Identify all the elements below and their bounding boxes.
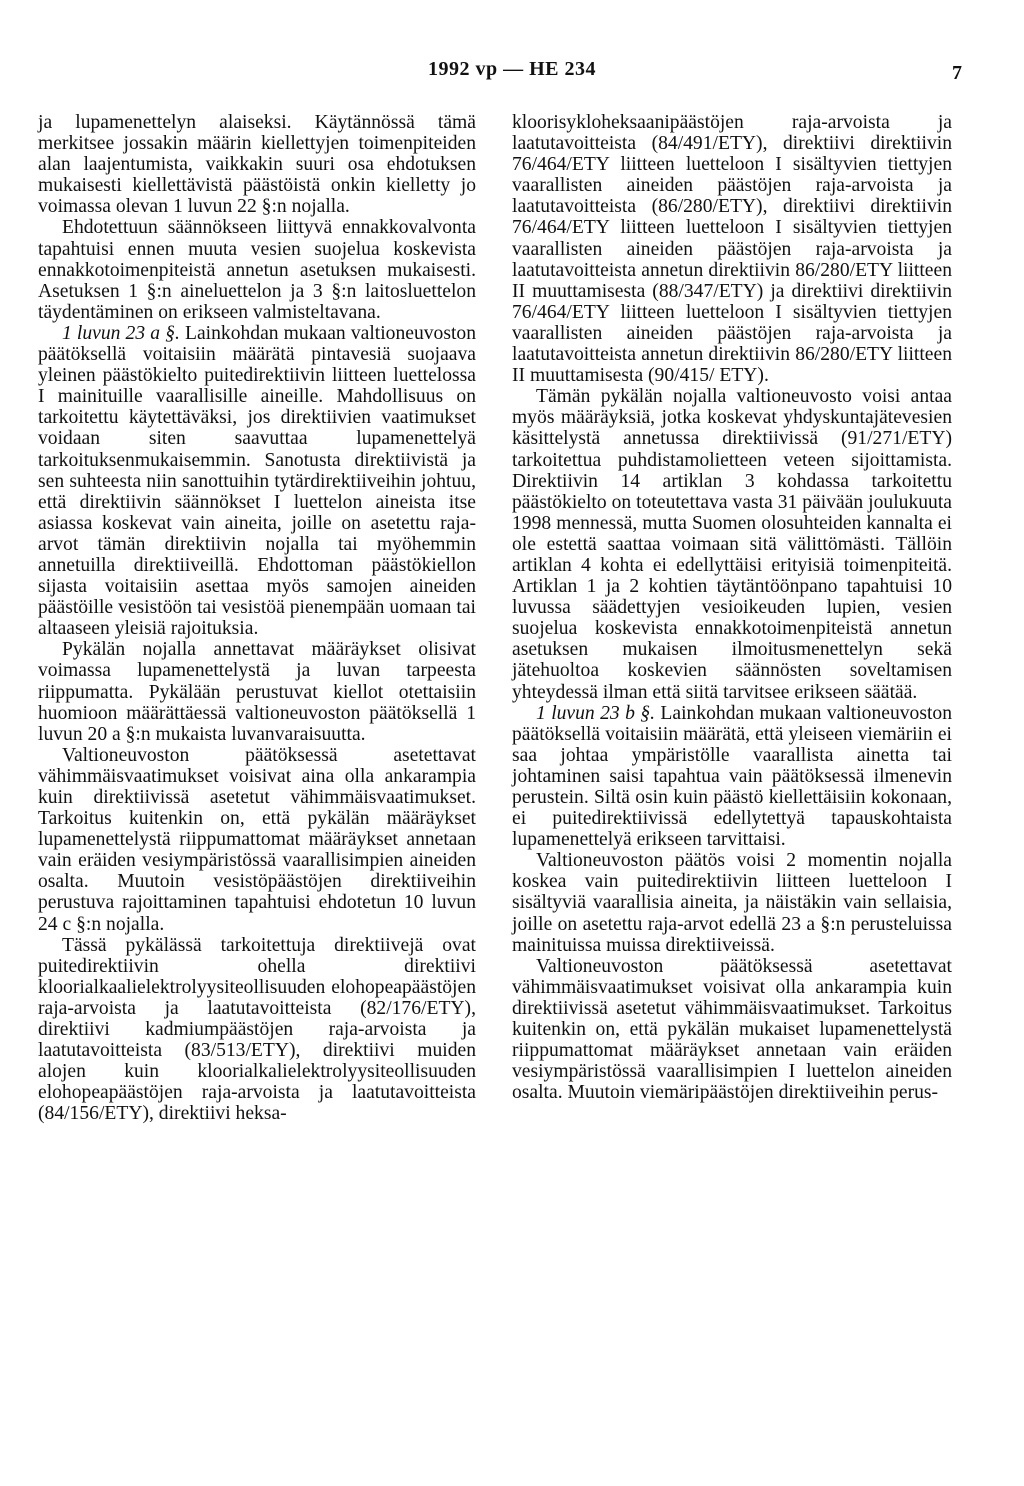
paragraph: Valtioneuvoston päätöksessä asetettavat vähimmäisvaatimukset voisivat aina olla ankarampia kuin direktiivissä asetetut vähimmäisvaatimukset. Tarkoitus kuitenkin on, että pykälän määräykset lupamenettelystä riippumattomat määräykset annetaan vain eräiden vesiympäristössä vaarallisimpien aineiden osalta. Muutoin vesistöpäästöjen direktiiveihin perustuva rajoittaminen tapahtuisi ehdotetun 10 luvun 24 c §:n nojalla.	[38, 744, 476, 935]
running-title: 1992 vp — HE 234	[427, 58, 597, 80]
paragraph: kloorisykloheksaanipäästöjen raja-arvoista ja laatutavoitteista (84/491/ETY), direktiivi direktiivin 76/464/ETY liitteen luetteloon I sisältyvien tiettyjen vaarallisten aineiden päästöjen raja-arvoista ja laatutavoitteista (86/280/ETY), direktiivi direktiivin 76/464/ETY liitteen luetteloon I sisältyvien tiettyjen vaarallisten aineiden päästöjen raja-arvoista ja laatutavoitteista annetun direktiivin 86/280/ETY liitteen II muuttamisesta (88/347/ETY) ja direktiivi direktiivin 76/464/ETY liitteen luetteloon I sisältyvien tiettyjen vaarallisten aineiden päästöjen raja-arvoista ja laatutavoitteista annetun direktiivin 86/280/ETY liitteen II muuttamisesta (90/415/ ETY).	[512, 112, 952, 387]
left-column	[38, 112, 476, 1125]
paragraph: Pykälän nojalla annettavat määräykset olisivat voimassa lupamenettelystä ja luvan tarpeesta riippumatta. Pykälään perustuvat kiellot otettaisiin huomioon määrättäessä valtioneuvoston päätöksellä 1 luvun 20 a §:n mukaista luvanvaraisuutta.	[38, 639, 476, 745]
paragraph: Ehdotettuun säännökseen liittyvä ennakkovalvonta tapahtuisi ennen muuta vesien suojelua koskevista ennakkotoimenpiteistä annetun asetuksen mukaisesti. Asetuksen 1 §:n aineluettelon ja 3 §:n laitosluettelon täydentäminen on erikseen valmisteltavana.	[38, 217, 476, 323]
paragraph: Tämän pykälän nojalla valtioneuvosto voisi antaa myös määräyksiä, jotka koskevat yhdyskuntajätevesien käsittelystä annetussa direktiivissä (91/271/ETY) tarkoitettua puhdistamolietteen veteen sijoittamista. Direktiivin 14 artiklan 3 kohdassa tarkoitettu päästökielto on toteutettava vasta 31 päivään joulukuuta 1998 mennessä, mutta Suomen olosuhteiden kannalta ei ole estettä saattaa voimaan sitä välittömästi. Tällöin artiklan 4 kohta ei edellyttäisi erityisiä toimenpiteitä. Artiklan 1 ja 2 kohtien täytäntöönpano tapahtuisi 10 luvussa säädettyjen vesioikeuden lupien, vesien suojelua koskevista ennakkotoimenpiteistä annetun asetuksen mukaisen ilmoitusmenettelyn sekä jätehuoltoa koskevien säännösten soveltamisen yhteydessä ilman että siitä tarvitsee erikseen säätää.	[512, 386, 952, 703]
paragraph: Valtioneuvoston päätöksessä asetettavat vähimmäisvaatimukset voisivat olla ankarampia kuin direktiivissä asetetut vähimmäisvaatimukset. Tarkoitus kuitenkin on, että pykälän mukaiset lupamenettelystä riippumattomat määräykset annetaan vain eräiden vesiympäristössä vaarallisimpien I luettelon aineiden osalta. Muutoin viemäripäästöjen direktiiveihin perus-	[512, 955, 952, 1104]
paragraph: Tässä pykälässä tarkoitettuja direktiivejä ovat puitedirektiivin ohella direktiivi kloorialkaalielektrolyysiteollisuuden elohopeapäästöjen raja-arvoista ja laatutavoitteista (82/176/ETY), direktiivi kadmiumpäästöjen raja-arvoista ja laatutavoitteista (83/513/ETY), direktiivi muiden alojen kuin kloorialkalielektrolyysiteollisuuden elohopeapäästöjen raja-arvoista ja laatutavoitteista (84/156/ETY), direktiivi heksa-	[38, 934, 476, 1125]
paragraph	[512, 703, 952, 851]
section-reference: 1 luvun 23 a §.	[62, 322, 180, 344]
section-reference: 1 luvun 23 b §.	[536, 702, 656, 724]
right-column	[512, 112, 952, 1103]
paragraph-text: Lainkohdan mukaan valtioneuvoston päätöksellä voitaisiin määrätä pintavesiä suojaava yleinen päästökielto puitedirektiivin liitteen luettelossa I mainituille vaarallisille aineille. Mahdollisuus on tarkoitettu käytettäväksi, jos direktiivien vaatimukset voidaan siten saavuttaa lupamenettelyä tarkoituksenmukaisemmin. Sanotusta direktiivistä ja sen suhteesta niin sanottuihin tytärdirektiiveihin johtuu, että direktiivin säännökset I luettelon aineista itse asiassa koskevat vain aineita, joille on asetettu raja-arvot tämän direktiivin nojalla tai myöhemmin annetuilla direktiiveillä. Ehdottoman päästökiellon sijasta voitaisiin asettaa myös samojen aineiden päästöille vesistöön tai vesistöä pienempään uomaan tai altaaseen yleisiä rajoituksia.	[38, 322, 476, 640]
paragraph: Valtioneuvoston päätös voisi 2 momentin nojalla koskea vain puitedirektiivin liitteen luetteloon I sisältyviä vaarallisia aineita, ja näistäkin vain sellaisia, joille on asetettu raja-arvot edellä 23 a §:n perusteluissa mainituissa muissa direktiiveissä.	[512, 850, 952, 956]
paragraph	[38, 323, 476, 639]
paragraph: ja lupamenettelyn alaiseksi. Käytännössä tämä merkitsee jossakin määrin kiellettyjen toimenpiteiden alan laajentumista, vaikkakin suuri osa ehdotuksen mukaisesti kiellettävistä päästöistä onkin kielletty jo voimassa olevan 1 luvun 22 §:n nojalla.	[38, 112, 476, 218]
paragraph-text: Lainkohdan mukaan valtioneuvoston päätöksellä voitaisiin määrätä, että yleiseen viemäriin ei saa johtaa ympäristölle vaarallista ainetta tai johtaminen saisi tapahtua vain päätöksessä ilmenevin perustein. Siltä osin kuin päästö kiellettäisiin kokonaan, ei puitedirektiivissä edellytettyä tapauskohtaista lupamenettelyä erikseen tarvittaisi.	[512, 702, 952, 851]
page-number: 7	[952, 62, 962, 84]
